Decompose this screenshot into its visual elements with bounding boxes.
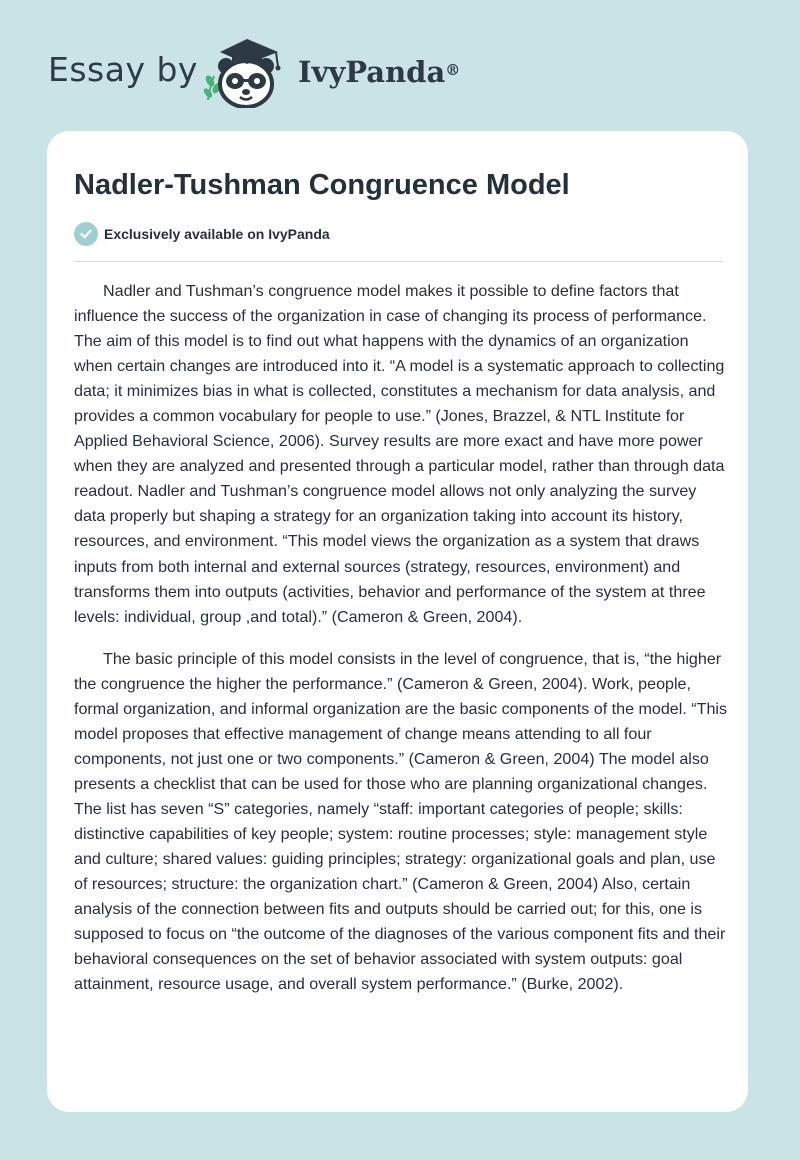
site-header [0,0,800,120]
essay-paragraph-2: The basic principle of this model consists in the level of congruence, that is, “the higher the congruence the higher the performance.” (Cameron & Green, 2004). Work, people, formal organization, and informal organization are the basic components of the model. “This model proposes that effective management of change means attending to all four components, not just one or two components.” (Cameron & Green, 2004) The model also presents a checklist that can be used for those who are planning organizational changes. The list has seven “S” categories, namely “staff: important categories of people; skills: distinctive capabilities of key people; system: routine processes; style: management style and culture; shared values: guiding principles; strategy: organizational goals and plan, use of resources; structure: the organization chart.” (Cameron & Green, 2004) Also, certain analysis of the connection between fits and outputs should be carried out; for this, one is supposed to focus on “the outcome of the diagnoses of the various component fits and their behavioral consequences on the set of behavior associated with system outputs: goal attainment, resource usage, and overall system performance.” (Burke, 2002). [74,649,728,994]
essay-by-label: Essay by [48,50,198,89]
brand-name [298,54,460,90]
essay-paragraph-1: Nadler and Tushman’s congruence model makes it possible to define factors that influence the success of the organization in case of changing its process of performance. The aim of this model is to find out what happens with the dynamics of an organization when certain changes are introduced into it. “A model is a systematic approach to collecting data; it minimizes bias in what is collected, constitutes a mechanism for data analysis, and provides a common vocabulary for people to use.” (Jones, Brazzel, & NTL Institute for Applied Behavioral Science, 2006). Survey results are more exact and have more power when they are analyzed and presented through a particular model, rather than through data readout. Nadler and Tushman’s congruence model allows not only analyzing the survey data properly but shaping a strategy for an organization taking into account its history, resources, and environment. “This model views the organization as a system that draws inputs from both internal and external sources (strategy, resources, environment) and transforms them into outputs (activities, behavior and performance of the system at three levels: individual, group ,and total).” (Cameron & Green, 2004). [74,282,725,626]
title-divider [74,261,723,262]
brand-name-text: IvyPanda [298,55,446,89]
exclusive-badge-label: Exclusively available on IvyPanda [104,226,330,242]
exclusive-badge [74,222,330,246]
checkmark-icon [74,222,98,246]
essay-card [47,131,748,1112]
essay-body [74,279,728,1014]
registered-mark: ® [445,61,461,79]
panda-graduate-logo [200,36,295,108]
page-title: Nadler-Tushman Congruence Model [74,169,570,201]
